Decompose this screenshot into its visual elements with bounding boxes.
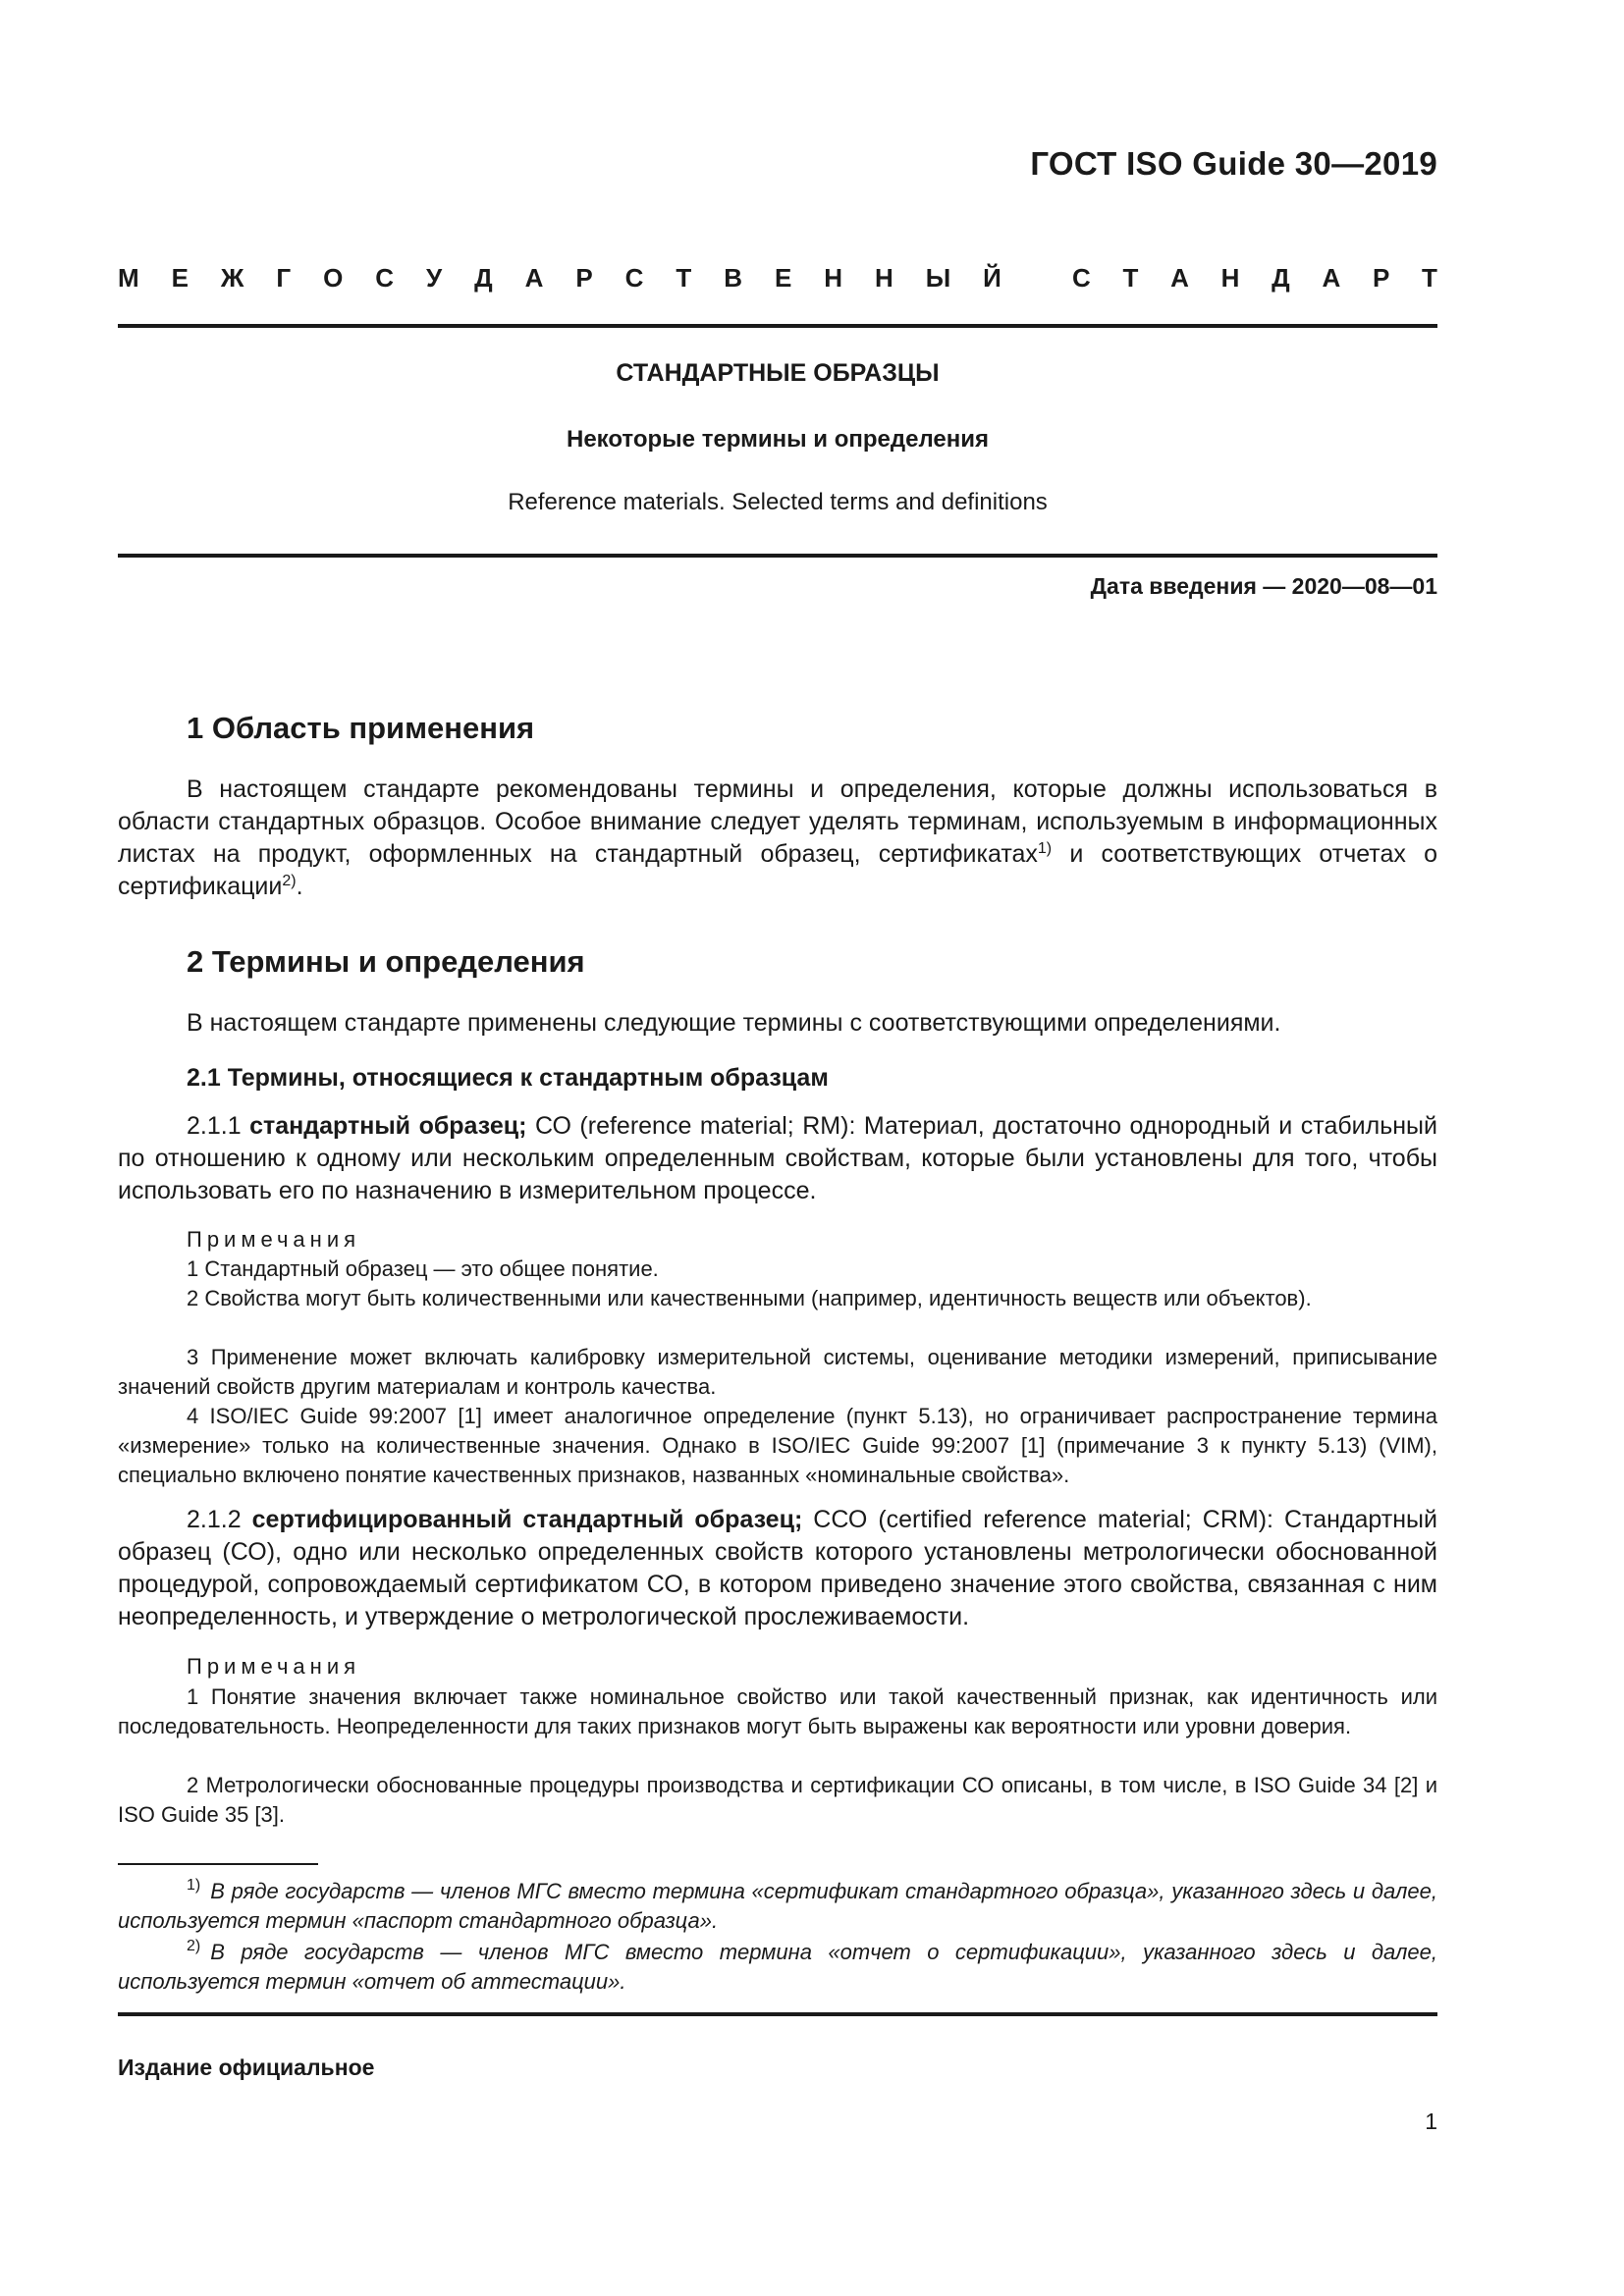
letter: Е [774, 263, 792, 293]
notes-heading: Примечания [187, 1227, 361, 1252]
footer-rule [118, 2012, 1437, 2016]
letter: Н [875, 263, 893, 293]
letter: У [426, 263, 443, 293]
letter: А [1322, 263, 1341, 293]
notes-heading: Примечания [187, 1654, 361, 1679]
section-2-heading: 2 Термины и определения [187, 944, 585, 979]
subsection-2-1-heading: 2.1 Термины, относящиеся к стандартным образцам [187, 1064, 829, 1092]
footnote-text: В ряде государств — членов МГС вместо термина «сертификат стандартного образца», указанного здесь и далее, используется термин «паспорт стандартного образца». [118, 1879, 1437, 1933]
letter: Ы [925, 263, 951, 293]
letter: Т [1122, 263, 1139, 293]
document-code: ГОСТ ISO Guide 30—2019 [1030, 145, 1437, 182]
letter: В [724, 263, 743, 293]
footnote-text: В ряде государств — членов МГС вместо термина «отчет о сертификации», указанного здесь и далее, используется термин «отчет об аттестации». [118, 1940, 1437, 1994]
note-item: 2 Свойства могут быть количественными или качественными (например, идентичность веществ или объектов). [187, 1286, 1312, 1310]
letter: А [1170, 263, 1189, 293]
footnote-mark: 2) [187, 1938, 201, 1954]
note-item: 3 Применение может включать калибровку измерительной системы, оценивание методики измерений, приписывание значений свойств другим материалам и контроль качества. [118, 1345, 1437, 1399]
footnote-1 [118, 1877, 1437, 1936]
letter: Т [676, 263, 692, 293]
document-page [118, 0, 1437, 2296]
introduction-date: Дата введения — 2020—08—01 [1090, 573, 1437, 599]
letter: Р [1372, 263, 1390, 293]
letter: Й [983, 263, 1001, 293]
interstate-word [118, 263, 1001, 294]
footnote-2 [118, 1938, 1437, 1997]
letter: Д [474, 263, 493, 293]
note-item: 2 Метрологически обоснованные процедуры производства и сертификации СО описаны, в том числе, в ISO Guide 34 [2] и ISO Guide 35 [3]. [118, 1773, 1437, 1827]
letter: Н [824, 263, 843, 293]
title-main: СТАНДАРТНЫЕ ОБРАЗЦЫ [616, 359, 940, 387]
section-1-text-c: . [296, 873, 303, 900]
title-sub: Некоторые термины и определения [566, 426, 990, 453]
term-2-1-1 [118, 1110, 1437, 1207]
letter: Н [1220, 263, 1240, 293]
title-english: Reference materials. Selected terms and definitions [508, 489, 1048, 515]
term-number: 2.1.1 [187, 1112, 250, 1140]
section-1-text-a: В настоящем стандарте рекомендованы термины и определения, которые должны использоваться в области стандартных образцов. Особое внимание следует уделять терминам, используемым в информационных листах на продукт, оформленных на стандартный образец, сертификатах [118, 775, 1437, 868]
term-2-1-2 [118, 1504, 1437, 1633]
term-definition: СО (reference material; RM): Материал, достаточно однородный и стабильный по отношению к одному или нескольким определенным свойствам, которые были установлены для того, чтобы использовать его по назначению в измерительном процессе. [118, 1112, 1437, 1204]
interstate-standard-label [118, 263, 1437, 294]
letter: М [118, 263, 139, 293]
letter: Т [1422, 263, 1437, 293]
section-1-heading: 1 Область применения [187, 711, 535, 745]
note-item: 1 Стандартный образец — это общее понятие. [187, 1256, 659, 1281]
letter: Д [1272, 263, 1290, 293]
letter: С [624, 263, 644, 293]
footnote-ref-1: 1) [1037, 840, 1053, 857]
letter: Г [276, 263, 292, 293]
note-item: 4 ISO/IEC Guide 99:2007 [1] имеет аналогичное определение (пункт 5.13), но ограничивает распространение термина «измерение» только на количественные значения. Однако в ISO/IEC Guide 99:2007 [1] (примечание 3 к пункту 5.13) (VIM), специально включено понятие качественных признаков, названных «номинальные свойства». [118, 1404, 1437, 1487]
letter: О [323, 263, 344, 293]
letter: А [524, 263, 544, 293]
letter: Ж [220, 263, 244, 293]
letter: С [1072, 263, 1091, 293]
section-1-text [118, 774, 1437, 903]
section-1-text-b: и соответствующих отчетах о сертификации [118, 840, 1437, 900]
footnote-mark: 1) [187, 1877, 201, 1894]
term-number: 2.1.2 [187, 1506, 252, 1533]
term-name: сертифицированный стандартный образец; [251, 1506, 803, 1533]
footnote-ref-2: 2) [282, 873, 297, 889]
interstate-word [1072, 263, 1437, 294]
footnote-separator [118, 1863, 318, 1865]
note-item: 1 Понятие значения включает также номинальное свойство или такой качественный признак, как идентичность или последовательность. Неопределенности для таких признаков могут быть выражены как вероятности или уровни доверия. [118, 1684, 1437, 1738]
header-rule [118, 324, 1437, 328]
letter: С [375, 263, 395, 293]
letter: Е [171, 263, 189, 293]
section-2-text: В настоящем стандарте применены следующие термины с соответствующими определениями. [187, 1009, 1281, 1037]
term-definition: ССО (certified reference material; CRM): Стандартный образец (СО), одно или несколько определенных свойств которого установлены метрологически обоснованной процедурой, сопровождаемый сертификатом СО, в котором приведено значение этого свойства, связанная с ним неопределенность, и утверждение о метрологической прослеживаемости. [118, 1506, 1437, 1630]
title-rule [118, 554, 1437, 558]
letter: Р [575, 263, 593, 293]
official-edition-label: Издание официальное [118, 2055, 375, 2080]
term-name: стандартный образец; [249, 1112, 527, 1140]
page-number: 1 [1425, 2109, 1437, 2134]
